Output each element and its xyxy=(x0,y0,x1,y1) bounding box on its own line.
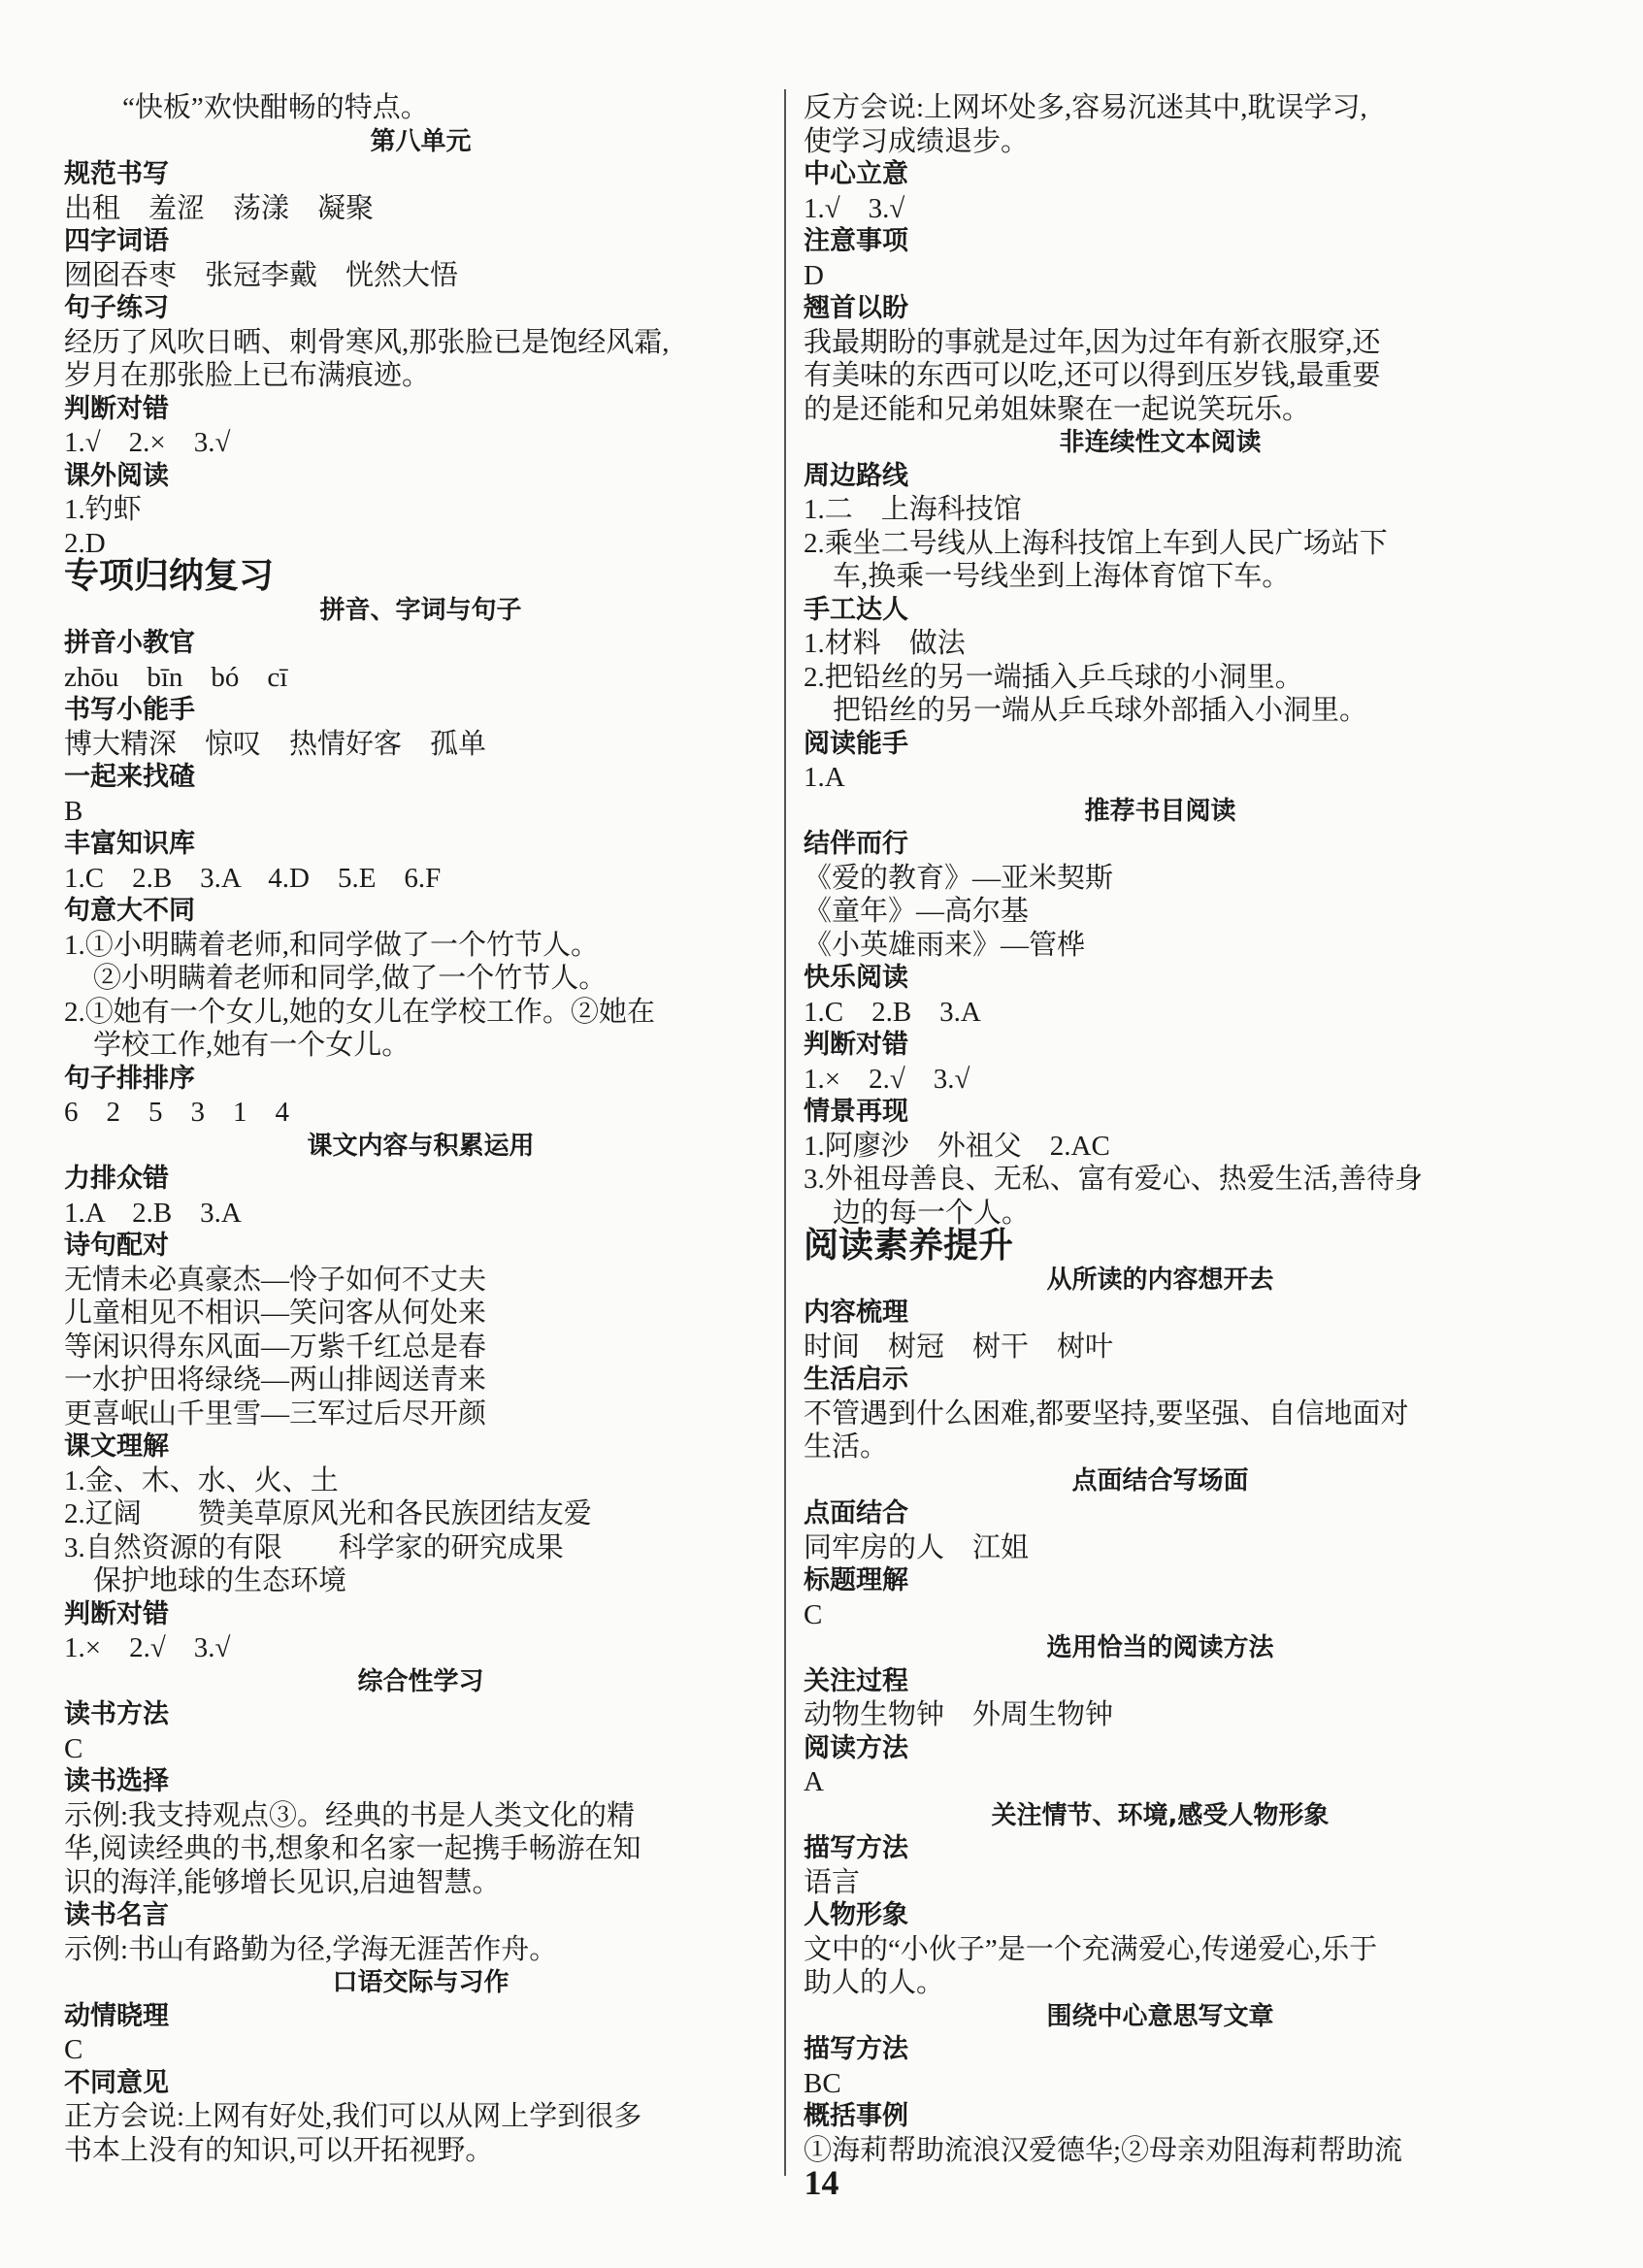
answer-line: 不管遇到什么困难,都要坚持,要坚强、自信地面对 xyxy=(804,1397,1409,1430)
answer-line: 2.乘坐二号线从上海科技馆上车到人民广场站下 xyxy=(804,527,1388,559)
answer-line: C xyxy=(804,1598,823,1630)
answer-line: 反方会说:上网坏处多,容易沉迷其中,耽误学习, xyxy=(804,92,1367,123)
answer-line: A xyxy=(804,1766,824,1797)
answer-line: 1.√ 2.× 3.√ xyxy=(64,427,231,458)
question-heading: 描写方法 xyxy=(804,1833,908,1863)
answer-line: 《童年》—高尔基 xyxy=(804,896,1030,927)
answer-line: 出租 羞涩 荡漾 凝聚 xyxy=(64,192,375,224)
question-heading: 判断对错 xyxy=(64,393,169,424)
question-heading: 阅读方法 xyxy=(804,1732,908,1763)
answer-line: 2.把铅丝的另一端插入乒乓球的小洞里。 xyxy=(804,661,1303,693)
answer-line: 岁月在那张脸上已布满痕迹。 xyxy=(64,360,431,391)
column-divider xyxy=(784,89,786,2176)
answer-line: 博大精深 惊叹 热情好客 孤单 xyxy=(64,728,487,760)
section-heading: 口语交际与习作 xyxy=(332,1968,509,1997)
answer-line: 2.辽阔 赞美草原风光和各民族团结友爱 xyxy=(64,1498,592,1529)
section-heading: 第八单元 xyxy=(370,126,472,156)
answer-line: BC xyxy=(804,2067,841,2099)
answer-line: 无情未必真豪杰—怜子如何不丈夫 xyxy=(64,1264,487,1296)
part-title: 专项归纳复习 xyxy=(64,556,275,596)
answer-line: 文中的“小伙子”是一个充满爱心,传递爱心,乐于 xyxy=(804,1933,1378,1965)
question-heading: 句子排排序 xyxy=(64,1063,195,1094)
answer-line: 1.A 2.B 3.A xyxy=(64,1197,242,1229)
answer-line: 1.× 2.√ 3.√ xyxy=(64,1632,231,1663)
question-heading: 中心立意 xyxy=(804,159,908,189)
answer-line: 儿童相见不相识—笑问客从何处来 xyxy=(64,1298,487,1329)
answer-line: 我最期盼的事就是过年,因为过年有新衣服穿,还 xyxy=(804,326,1381,358)
question-heading: 概括事例 xyxy=(804,2101,908,2131)
answer-line: 一水护田将绿绕—两山排闼送青来 xyxy=(64,1364,487,1396)
answer-line: B xyxy=(64,795,83,827)
section-heading: 拼音、字词与句子 xyxy=(319,595,522,625)
answer-line: 《爱的教育》—亚米契斯 xyxy=(804,862,1114,894)
answer-line: 2.①她有一个女儿,她的女儿在学校工作。②她在 xyxy=(64,996,656,1028)
question-heading: 关注过程 xyxy=(804,1665,908,1696)
section-heading: 推荐书目阅读 xyxy=(1084,796,1236,826)
answer-line: “快板”欢快酣畅的特点。 xyxy=(122,92,429,123)
section-heading: 从所读的内容想开去 xyxy=(1046,1265,1274,1295)
question-heading: 课外阅读 xyxy=(64,460,169,491)
answer-line: ①海莉帮助流浪汉爱德华;②母亲劝阻海莉帮助流 xyxy=(804,2134,1403,2166)
answer-line: 把铅丝的另一端从乒乓球外部插入小洞里。 xyxy=(833,695,1368,726)
answer-line: 1.√ 3.√ xyxy=(804,192,905,224)
answer-line: D xyxy=(804,259,824,291)
section-heading: 综合性学习 xyxy=(357,1666,484,1696)
question-heading: 阅读能手 xyxy=(804,728,908,759)
answer-line: 囫囵吞枣 张冠李戴 恍然大悟 xyxy=(64,259,459,291)
answer-line: 保护地球的生态环境 xyxy=(93,1565,347,1596)
question-heading: 生活启示 xyxy=(804,1364,908,1395)
question-heading: 情景再现 xyxy=(804,1097,908,1127)
answer-line: 学校工作,她有一个女儿。 xyxy=(93,1030,411,1061)
answer-line: C xyxy=(64,2034,83,2065)
question-heading: 课文理解 xyxy=(64,1431,169,1462)
answer-line: 1.阿廖沙 外祖父 2.AC xyxy=(804,1130,1110,1162)
answer-line: 车,换乘一号线坐到上海体育馆下车。 xyxy=(833,561,1291,592)
question-heading: 动情晓理 xyxy=(64,2000,169,2031)
question-heading: 力排众错 xyxy=(64,1164,169,1194)
page-number: 14 xyxy=(804,2163,839,2202)
question-heading: 诗句配对 xyxy=(64,1231,169,1261)
answer-line: zhōu bīn bó cī xyxy=(64,661,288,693)
answer-line: 1.材料 做法 xyxy=(804,628,966,659)
answer-line: 生活。 xyxy=(804,1431,889,1463)
answer-line: 1.①小明瞒着老师,和同学做了一个竹节人。 xyxy=(64,929,600,961)
question-heading: 描写方法 xyxy=(804,2034,908,2064)
question-heading: 周边路线 xyxy=(804,460,908,491)
question-heading: 拼音小教官 xyxy=(64,628,195,658)
answer-line: 助人的人。 xyxy=(804,1967,945,1998)
answer-line: 更喜岷山千里雪—三军过后尽开颜 xyxy=(64,1397,487,1430)
answer-line: 时间 树冠 树干 树叶 xyxy=(804,1331,1114,1363)
question-heading: 注意事项 xyxy=(804,226,908,256)
question-heading: 一起来找碴 xyxy=(64,762,195,792)
answer-line: 2.D xyxy=(64,527,106,559)
answer-line: 有美味的东西可以吃,还可以得到压岁钱,最重要 xyxy=(804,360,1381,391)
question-heading: 句意大不同 xyxy=(64,896,195,926)
answer-line: 华,阅读经典的书,想象和名家一起携手畅游在知 xyxy=(64,1833,641,1864)
question-heading: 人物形象 xyxy=(804,1900,908,1930)
right-column xyxy=(804,91,1517,2167)
answer-line: ②小明瞒着老师和同学,做了一个竹节人。 xyxy=(93,963,608,994)
section-heading: 围绕中心意思写文章 xyxy=(1046,2001,1274,2031)
answer-line: 边的每一个人。 xyxy=(833,1197,1031,1229)
part-title: 阅读素养提升 xyxy=(804,1226,1014,1265)
answer-line: 1.A xyxy=(804,762,845,793)
answer-line: 示例:书山有路勤为径,学海无涯苦作舟。 xyxy=(64,1933,558,1965)
answer-line: 识的海洋,能够增长见识,启迪智慧。 xyxy=(64,1866,501,1898)
answer-line: 1.× 2.√ 3.√ xyxy=(804,1063,970,1095)
answer-line: 示例:我支持观点③。经典的书是人类文化的精 xyxy=(64,1799,636,1831)
left-column xyxy=(64,91,777,2167)
question-heading: 翘首以盼 xyxy=(804,293,908,323)
answer-line: C xyxy=(64,1732,83,1764)
answer-line: 经历了风吹日晒、刺骨寒风,那张脸已是饱经风霜, xyxy=(64,326,670,358)
question-heading: 不同意见 xyxy=(64,2067,169,2098)
question-heading: 标题理解 xyxy=(804,1565,908,1595)
answer-line: 1.钓虾 xyxy=(64,494,142,525)
answer-line: 使学习成绩退步。 xyxy=(804,125,1030,157)
question-heading: 规范书写 xyxy=(64,159,169,189)
answer-line: 1.C 2.B 3.A xyxy=(804,996,981,1028)
answer-line: 同牢房的人 江姐 xyxy=(804,1531,1030,1563)
question-heading: 快乐阅读 xyxy=(804,963,908,993)
question-heading: 句子练习 xyxy=(64,293,169,323)
answer-line: 6 2 5 3 1 4 xyxy=(64,1097,290,1128)
section-heading: 非连续性文本阅读 xyxy=(1059,428,1262,457)
section-heading: 选用恰当的阅读方法 xyxy=(1046,1633,1274,1662)
answer-line: 正方会说:上网有好处,我们可以从网上学到很多 xyxy=(64,2101,642,2132)
question-heading: 手工达人 xyxy=(804,594,908,625)
answer-line: 的是还能和兄弟姐妹聚在一起说笑玩乐。 xyxy=(804,393,1311,425)
answer-line: 动物生物钟 外周生物钟 xyxy=(804,1699,1114,1730)
section-heading: 点面结合写场面 xyxy=(1071,1465,1249,1496)
section-heading: 关注情节、环境,感受人物形象 xyxy=(991,1800,1330,1830)
answer-line: 1.二 上海科技馆 xyxy=(804,494,1022,525)
question-heading: 点面结合 xyxy=(804,1498,908,1528)
question-heading: 丰富知识库 xyxy=(64,829,195,859)
question-heading: 读书名言 xyxy=(64,1900,169,1930)
answer-line: 3.自然资源的有限 科学家的研究成果 xyxy=(64,1531,564,1563)
answer-line: 语言 xyxy=(804,1866,861,1898)
question-heading: 读书方法 xyxy=(64,1699,169,1729)
answer-line: 1.金、木、水、火、土 xyxy=(64,1464,339,1496)
question-heading: 内容梳理 xyxy=(804,1298,908,1328)
answer-line: 3.外祖母善良、无私、富有爱心、热爱生活,善待身 xyxy=(804,1164,1424,1195)
answer-line: 《小英雄雨来》—管桦 xyxy=(804,929,1086,961)
question-heading: 结伴而行 xyxy=(804,829,908,859)
answer-line: 书本上没有的知识,可以开拓视野。 xyxy=(64,2134,494,2166)
question-heading: 读书选择 xyxy=(64,1766,169,1796)
section-heading: 课文内容与积累运用 xyxy=(307,1131,535,1161)
answer-line: 1.C 2.B 3.A 4.D 5.E 6.F xyxy=(64,862,442,894)
question-heading: 书写小能手 xyxy=(64,695,195,725)
answer-line: 等闲识得东风面—万紫千红总是春 xyxy=(64,1331,487,1363)
question-heading: 判断对错 xyxy=(804,1030,908,1060)
question-heading: 四字词语 xyxy=(64,226,169,256)
question-heading: 判断对错 xyxy=(64,1598,169,1629)
